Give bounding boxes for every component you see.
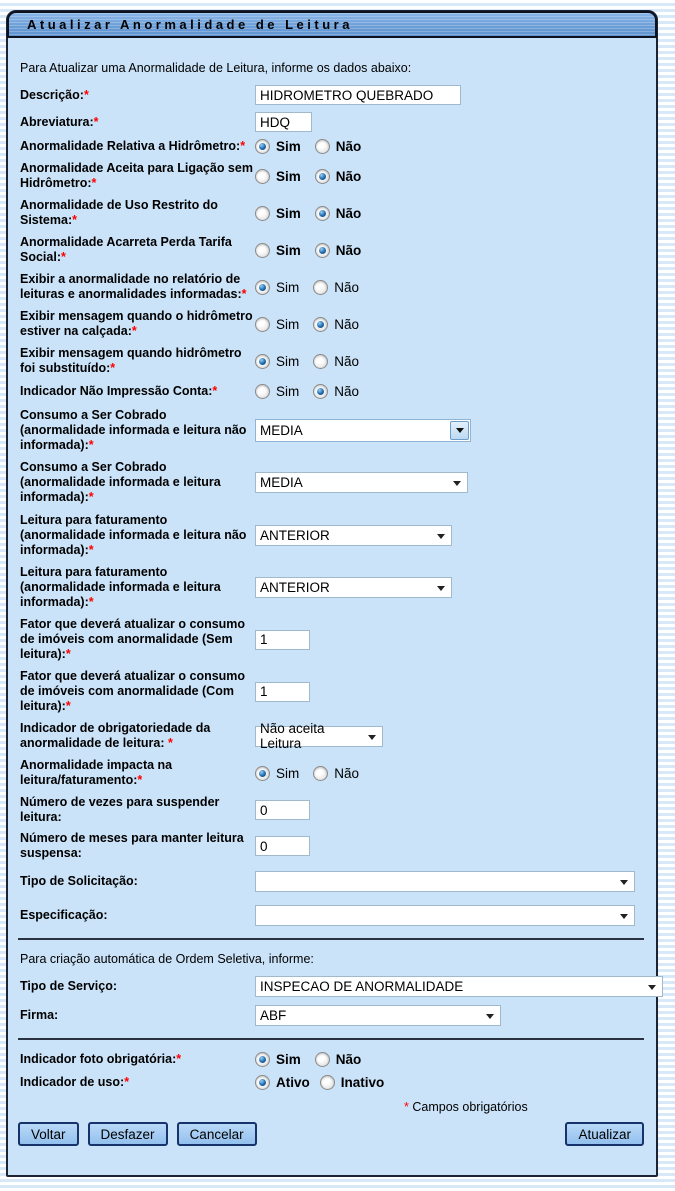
nao-radio-label: Não: [334, 316, 360, 332]
relativa-hidrometro-label-text: Anormalidade Relativa a Hidrômetro:: [20, 139, 241, 153]
msg-substituido-label-text: Exibir mensagem quando hidrômetro foi substituído:: [20, 346, 242, 375]
required-asterisk: *: [65, 647, 71, 661]
required-asterisk: *: [137, 773, 143, 787]
msg-substituido-sim-radio[interactable]: [255, 354, 270, 369]
fator-com-input[interactable]: [255, 682, 310, 702]
exibir-relatorio-sim-radio[interactable]: [255, 280, 270, 295]
msg-substituido-label: [20, 346, 255, 376]
aceita-ligacao-nao-radio[interactable]: [315, 169, 330, 184]
required-asterisk: *: [88, 438, 94, 452]
nao-impressao-label: [20, 384, 255, 399]
leitura-informada-select[interactable]: [255, 577, 452, 598]
msg-calcada-label-text: Exibir mensagem quando o hidrômetro estiver na calçada:: [20, 309, 253, 338]
required-asterisk: *: [72, 213, 77, 227]
required-asterisk: *: [88, 490, 94, 504]
nao-impressao-label-text: Indicador Não Impressão Conta:: [20, 384, 213, 398]
field-row-perda-tarifa: [20, 235, 648, 265]
field-row-tipo-servico: [20, 976, 648, 997]
perda-tarifa-label: [20, 235, 255, 265]
sim-radio-label: Sim: [276, 384, 300, 399]
tipo-servico-label-text: Tipo de Serviço:: [20, 979, 118, 993]
required-asterisk: *: [83, 87, 89, 102]
field-row-indicador-uso: [20, 1075, 648, 1090]
nao-impressao-radio-group: [255, 384, 373, 399]
required-asterisk: *: [88, 595, 94, 609]
descricao-input[interactable]: [255, 85, 461, 105]
sim-radio-label: Sim: [276, 765, 300, 781]
required-asterisk: *: [167, 736, 173, 750]
nao-radio-label: Não: [334, 279, 360, 295]
chevron-down-icon: [648, 985, 656, 990]
dropdown-button[interactable]: [450, 421, 469, 440]
relativa-hidrometro-sim-radio[interactable]: [255, 139, 270, 154]
ordem-seletiva-instructions: Para criação automática de Ordem Seletiva, informe:: [20, 952, 314, 966]
perda-tarifa-sim-radio[interactable]: [255, 243, 270, 258]
obrigatoriedade-select[interactable]: [255, 721, 383, 751]
section-divider: [18, 1038, 644, 1040]
perda-tarifa-radio-group: [255, 243, 375, 258]
chevron-down-icon: [620, 880, 628, 885]
required-asterisk: *: [93, 114, 99, 129]
consumo-nao-informada-label-text: Consumo a Ser Cobrado (anormalidade informada e leitura não informada):: [20, 408, 247, 452]
fator-com-label: [20, 669, 255, 714]
nao-radio-label: Não: [334, 353, 360, 369]
field-row-nao-impressao: [20, 384, 648, 399]
chevron-down-icon: [368, 735, 376, 740]
sim-radio-label: Sim: [276, 242, 301, 258]
leitura-informada-select-value: ANTERIOR: [260, 580, 330, 595]
consumo-informada-select-value: MEDIA: [260, 475, 303, 490]
panel-titlebar: [7, 11, 657, 38]
nao-radio-label: Não: [335, 1052, 362, 1067]
uso-restrito-label-text: Anormalidade de Uso Restrito do Sistema:: [20, 198, 218, 227]
abreviatura-input[interactable]: [255, 112, 312, 132]
firma-label-text: Firma:: [20, 1008, 59, 1022]
perda-tarifa-nao-radio[interactable]: [315, 243, 330, 258]
impacta-label-text: Anormalidade impacta na leitura/faturamento:: [20, 758, 173, 787]
field-row-foto-obrigatoria: [20, 1052, 648, 1067]
consumo-nao-informada-label: [20, 408, 255, 453]
uso-restrito-label: [20, 198, 255, 228]
foto-obrigatoria-nao-radio[interactable]: [315, 1052, 330, 1067]
foto-obrigatoria-sim-radio[interactable]: [255, 1052, 270, 1067]
aceita-ligacao-sim-radio[interactable]: [255, 169, 270, 184]
leitura-nao-informada-select-value: ANTERIOR: [260, 528, 330, 543]
required-asterisk: *: [110, 361, 116, 375]
consumo-informada-label: [20, 460, 255, 505]
msg-calcada-sim-radio[interactable]: [255, 317, 270, 332]
field-row-relativa-hidrometro: [20, 139, 648, 154]
section-divider: [18, 938, 644, 940]
relativa-hidrometro-label: [20, 139, 255, 154]
nao-radio-label: Não: [335, 168, 362, 184]
field-row-firma: [20, 1005, 648, 1026]
ativo-radio-label: Ativo: [276, 1075, 310, 1090]
field-row-meses-suspensa: [20, 831, 648, 861]
field-row-aceita-ligacao: [20, 161, 648, 191]
relativa-hidrometro-radio-group: [255, 139, 375, 154]
field-row-vezes-suspender: [20, 795, 648, 825]
fator-sem-label: [20, 617, 255, 662]
sim-radio-label: Sim: [276, 279, 300, 295]
field-row-leitura-nao-informada: [20, 513, 648, 558]
field-row-consumo-nao-informada: [20, 408, 648, 453]
required-asterisk: *: [241, 287, 247, 301]
required-asterisk: *: [176, 1052, 182, 1066]
cancelar-button[interactable]: Cancelar: [177, 1122, 257, 1146]
required-asterisk: *: [212, 384, 218, 398]
especificacao-select[interactable]: [255, 905, 635, 926]
field-row-obrigatoriedade: [20, 721, 648, 751]
msg-calcada-label: [20, 309, 255, 339]
impacta-sim-radio[interactable]: [255, 766, 270, 781]
consumo-nao-informada-select[interactable]: [255, 419, 471, 442]
field-row-abreviatura: [20, 112, 648, 132]
indicador-uso-ativo-radio[interactable]: [255, 1075, 270, 1090]
especificacao-label-text: Especificação:: [20, 908, 108, 922]
msg-substituido-nao-radio[interactable]: [313, 354, 328, 369]
msg-calcada-radio-group: [255, 317, 373, 332]
form-instructions: Para Atualizar uma Anormalidade de Leitura, informe os dados abaixo:: [20, 61, 412, 75]
field-row-leitura-informada: [20, 565, 648, 610]
leitura-nao-informada-label-text: Leitura para faturamento (anormalidade informada e leitura não informada):: [20, 513, 247, 557]
impacta-label: [20, 758, 255, 788]
exibir-relatorio-label: [20, 272, 255, 302]
field-row-tipo-solicitacao: [20, 871, 648, 892]
indicador-uso-radio-group: [255, 1075, 398, 1090]
required-asterisk: *: [131, 324, 137, 338]
nao-radio-label: Não: [334, 765, 360, 781]
field-row-msg-substituido: [20, 346, 648, 376]
perda-tarifa-label-text: Anormalidade Acarreta Perda Tarifa Social:: [20, 235, 232, 264]
exibir-relatorio-radio-group: [255, 280, 373, 295]
vezes-suspender-label: [20, 795, 255, 825]
inativo-radio-label: Inativo: [340, 1075, 385, 1090]
voltar-button[interactable]: Voltar: [18, 1122, 79, 1146]
leitura-nao-informada-select[interactable]: [255, 525, 452, 546]
leitura-informada-label-text: Leitura para faturamento (anormalidade informada e leitura informada):: [20, 565, 221, 609]
obrigatoriedade-select-value: Não aceita Leitura: [260, 721, 325, 751]
required-asterisk: *: [124, 1075, 130, 1089]
tipo-solicitacao-label-text: Tipo de Solicitação:: [20, 874, 138, 888]
especificacao-label: [20, 908, 255, 923]
chevron-down-icon: [453, 481, 461, 486]
meses-suspensa-label: [20, 831, 255, 861]
required-fields-note: [404, 1100, 648, 1114]
field-row-impacta: [20, 758, 648, 788]
nao-radio-label: Não: [335, 205, 362, 221]
exibir-relatorio-label-text: Exibir a anormalidade no relatório de leituras e anormalidades informadas:: [20, 272, 242, 301]
firma-select[interactable]: [255, 1005, 501, 1026]
foto-obrigatoria-label: [20, 1052, 255, 1067]
required-asterisk: *: [65, 699, 71, 713]
field-row-descricao: [20, 85, 648, 105]
chevron-down-icon: [437, 586, 445, 591]
leitura-nao-informada-label: [20, 513, 255, 558]
required-asterisk: *: [91, 176, 97, 190]
tipo-servico-select-value: INSPECAO DE ANORMALIDADE: [260, 979, 464, 994]
tipo-servico-select[interactable]: [255, 976, 663, 997]
sim-radio-label: Sim: [276, 316, 300, 332]
relativa-hidrometro-nao-radio[interactable]: [315, 139, 330, 154]
chevron-down-icon: [620, 914, 628, 919]
uso-restrito-nao-radio[interactable]: [315, 206, 330, 221]
nao-impressao-nao-radio[interactable]: [313, 384, 328, 399]
meses-suspensa-label-text: Número de meses para manter leitura suspensa:: [20, 831, 244, 860]
msg-substituido-radio-group: [255, 354, 373, 369]
indicador-uso-label-text: Indicador de uso:: [20, 1075, 125, 1089]
required-asterisk: *: [61, 250, 66, 264]
field-row-exibir-relatorio: [20, 272, 648, 302]
required-asterisk: *: [88, 543, 94, 557]
leitura-informada-label: [20, 565, 255, 610]
fator-com-label-text: Fator que deverá atualizar o consumo de imóveis com anormalidade (Com leitura):: [20, 669, 246, 713]
field-row-fator-com: [20, 669, 648, 714]
update-reading-anomaly-panel: [6, 10, 658, 1177]
sim-radio-label: Sim: [276, 168, 301, 184]
field-row-msg-calcada: [20, 309, 648, 339]
obrigatoriedade-label: [20, 721, 255, 751]
fator-sem-label-text: Fator que deverá atualizar o consumo de imóveis com anormalidade (Sem leitura):: [20, 617, 246, 661]
required-fields-note-text: Campos obrigatórios: [412, 1100, 528, 1114]
uso-restrito-radio-group: [255, 206, 375, 221]
consumo-informada-label-text: Consumo a Ser Cobrado (anormalidade informada e leitura informada):: [20, 460, 221, 504]
chevron-down-icon: [437, 534, 445, 539]
sim-radio-label: Sim: [276, 139, 301, 154]
abreviatura-label: [20, 115, 255, 130]
atualizar-button[interactable]: Atualizar: [565, 1122, 644, 1146]
impacta-nao-radio[interactable]: [313, 766, 328, 781]
vezes-suspender-input[interactable]: [255, 800, 310, 820]
aceita-ligacao-label-text: Anormalidade Aceita para Ligação sem Hidrômetro:: [20, 161, 253, 190]
aceita-ligacao-label: [20, 161, 255, 191]
meses-suspensa-input[interactable]: [255, 836, 310, 856]
aceita-ligacao-radio-group: [255, 169, 375, 184]
desfazer-button[interactable]: Desfazer: [88, 1122, 168, 1146]
firma-label: [20, 1008, 255, 1023]
field-row-especificacao: [20, 905, 648, 926]
msg-calcada-nao-radio[interactable]: [313, 317, 328, 332]
descricao-label: [20, 88, 255, 103]
tipo-solicitacao-select[interactable]: [255, 871, 635, 892]
required-asterisk: *: [240, 139, 246, 153]
firma-select-value: ABF: [260, 1008, 287, 1023]
page-title: Atualizar Anormalidade de Leitura: [27, 17, 353, 32]
sim-radio-label: Sim: [276, 353, 300, 369]
nao-impressao-sim-radio[interactable]: [255, 384, 270, 399]
tipo-solicitacao-label: [20, 874, 255, 889]
sim-radio-label: Sim: [276, 205, 301, 221]
button-row: [18, 1122, 644, 1146]
required-asterisk: *: [404, 1100, 409, 1114]
nao-radio-label: Não: [335, 139, 362, 154]
tipo-servico-label: [20, 979, 255, 994]
indicador-uso-label: [20, 1075, 255, 1090]
chevron-down-icon: [486, 1014, 494, 1019]
field-row-uso-restrito: [20, 198, 648, 228]
obrigatoriedade-label-text: Indicador de obrigatoriedade da anormalidade de leitura:: [20, 721, 211, 750]
descricao-label-text: Descrição:: [20, 87, 84, 102]
form-content: [8, 38, 656, 1146]
sim-radio-label: Sim: [276, 1052, 301, 1067]
exibir-relatorio-nao-radio[interactable]: [313, 280, 328, 295]
fator-sem-input[interactable]: [255, 630, 310, 650]
foto-obrigatoria-label-text: Indicador foto obrigatória:: [20, 1052, 177, 1066]
field-row-fator-sem: [20, 617, 648, 662]
impacta-radio-group: [255, 766, 373, 781]
nao-radio-label: Não: [334, 384, 360, 399]
uso-restrito-sim-radio[interactable]: [255, 206, 270, 221]
chevron-down-icon: [456, 428, 464, 433]
consumo-nao-informada-select-value: MEDIA: [260, 423, 303, 438]
consumo-informada-select[interactable]: [255, 472, 468, 493]
field-row-consumo-informada: [20, 460, 648, 505]
foto-obrigatoria-radio-group: [255, 1052, 375, 1067]
vezes-suspender-label-text: Número de vezes para suspender leitura:: [20, 795, 220, 824]
nao-radio-label: Não: [335, 242, 362, 258]
abreviatura-label-text: Abreviatura:: [20, 114, 94, 129]
indicador-uso-inativo-radio[interactable]: [320, 1075, 335, 1090]
